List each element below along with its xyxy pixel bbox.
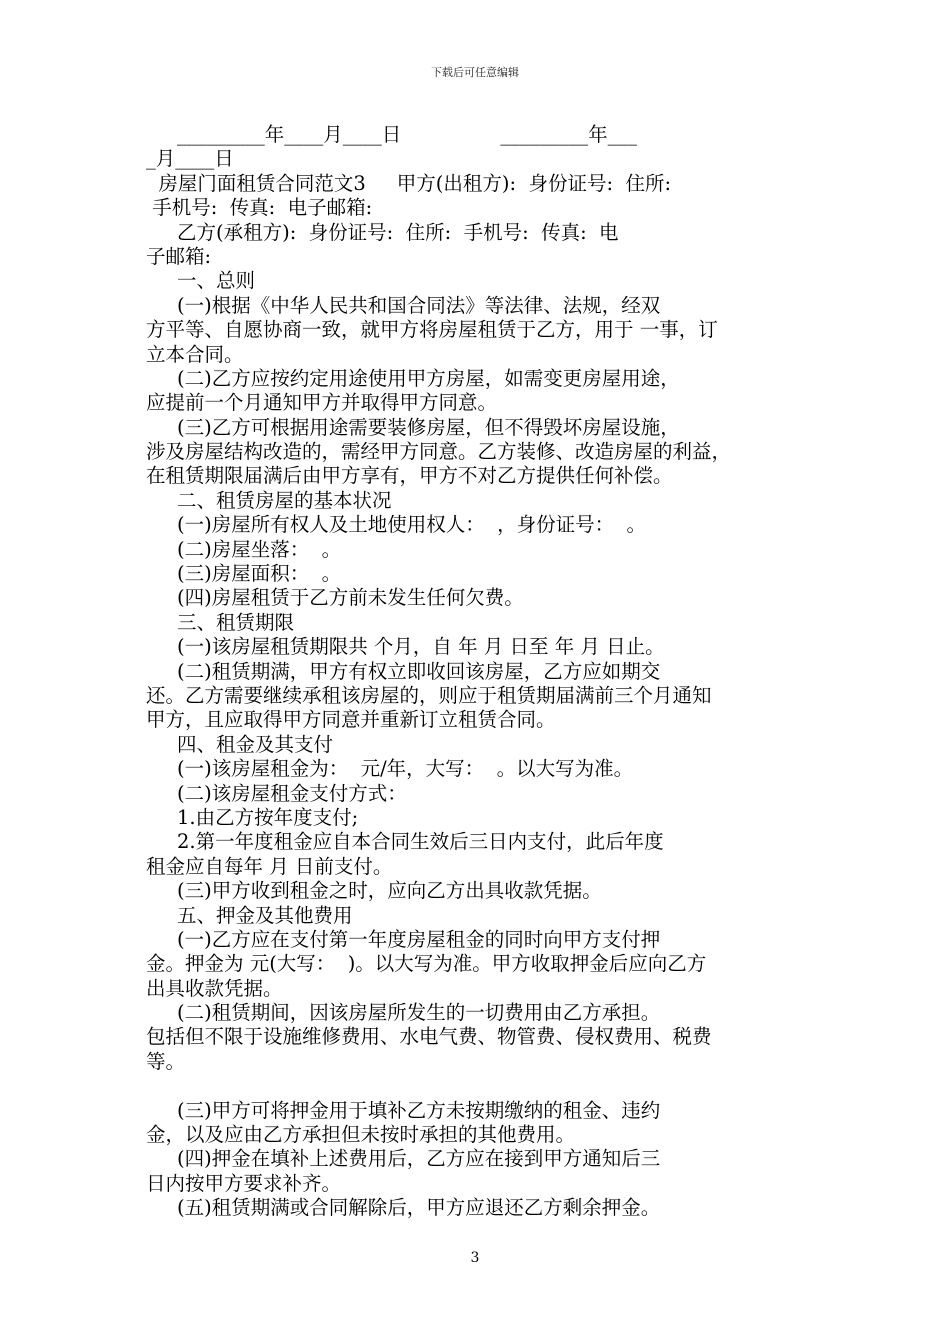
text-line: (一)该房屋租赁期限共 个月，自 年 月 日至 年 月 日止。 (146, 635, 665, 659)
text-line: (五)租赁期满或合同解除后，甲方应退还乙方剩余押金。 (146, 1196, 661, 1220)
text-line: 一、总则 (146, 269, 255, 293)
text-line: (三)甲方收到租金之时，应向乙方出具收款凭据。 (146, 879, 602, 903)
text-line: 出具收款凭据。 (146, 976, 283, 1000)
text-line: 方平等、自愿协商一致，就甲方将房屋租赁于乙方，用于 一事，订 (146, 318, 718, 342)
text-line: 子邮箱: (146, 244, 212, 268)
text-line: 手机号: 传真: 电子邮箱: (146, 196, 373, 220)
text-line: _月____日 (146, 147, 234, 171)
text-line: (一)根据《中华人民共和国合同法》等法律、法规，经双 (146, 293, 661, 317)
text-line: 甲方，且应取得甲方同意并重新订立租赁合同。 (146, 708, 556, 732)
text-line: 涉及房屋结构改造的，需经甲方同意。乙方装修、改造房屋的利益， (146, 440, 732, 464)
page-header: 下载后可任意编辑 (431, 66, 519, 79)
text-line: (四)房屋租赁于乙方前未发生任何欠费。 (146, 586, 524, 610)
text-line: 2.第一年度租金应自本合同生效后三日内支付，此后年度 (146, 830, 664, 854)
text-line: (二)房屋坐落： 。 (146, 537, 342, 561)
text-line: 1.由乙方按年度支付; (146, 805, 359, 829)
text-line: 包括但不限于设施维修费用、水电气费、物管费、侵权费用、税费 (146, 1025, 712, 1049)
contract-body (146, 123, 806, 1221)
text-line: (二)租赁期间，因该房屋所发生的一切费用由乙方承担。 (146, 1001, 661, 1025)
text-line: (三)房屋面积： 。 (146, 562, 342, 586)
text-line: (三)甲方可将押金用于填补乙方未按期缴纳的租金、违约 (146, 1098, 661, 1122)
text-line: 五、押金及其他费用 (146, 903, 353, 927)
text-line: (二)乙方应按约定用途使用甲方房屋，如需变更房屋用途， (146, 366, 680, 390)
text-line: (三)乙方可根据用途需要装修房屋，但不得毁坏房屋设施， (146, 415, 680, 439)
text-line: 租金应自每年 月 日前支付。 (146, 854, 393, 878)
text-line: (一)乙方应在支付第一年度房屋租金的同时向甲方支付押 (146, 927, 661, 951)
text-line: (一)房屋所有权人及土地使用权人： ，身份证号： 。 (146, 513, 647, 537)
text-line: 还。乙方需要继续承租该房屋的，则应于租赁期届满前三个月通知 (146, 683, 712, 707)
text-line: 在租赁期限届满后由甲方享有，甲方不对乙方提供任何补偿。 (146, 464, 673, 488)
text-line: 四、租金及其支付 (146, 732, 333, 756)
page-number: 3 (470, 1250, 480, 1266)
text-line: 二、租赁房屋的基本状况 (146, 488, 392, 512)
text-line: (一)该房屋租金为： 元/年，大写： 。以大写为准。 (146, 757, 634, 781)
text-line: 立本合同。 (146, 342, 244, 366)
text-line: 房屋门面租赁合同范文3 甲方(出租方): 身份证号: 住所: (146, 171, 672, 195)
text-line: 日内按甲方要求补齐。 (146, 1171, 342, 1195)
text-line: 金，以及应由乙方承担但未按时承担的其他费用。 (146, 1123, 576, 1147)
text-line: (二)该房屋租金支付方式： (146, 781, 407, 805)
text-line: 三、租赁期限 (146, 610, 294, 634)
text-line: 乙方(承租方): 身份证号: 住所: 手机号: 传真: 电 (146, 220, 619, 244)
text-line: (二)租赁期满，甲方有权立即收回该房屋，乙方应如期交 (146, 659, 661, 683)
text-line: _________年____月____日 _________年___ (146, 123, 637, 146)
text-line: 应提前一个月通知甲方并取得甲方同意。 (146, 391, 498, 415)
text-line: (四)押金在填补上述费用后，乙方应在接到甲方通知后三 (146, 1147, 661, 1171)
text-line: 金。押金为 元(大写： )。以大写为准。甲方收取押金后应向乙方 (146, 952, 707, 976)
text-line (146, 1074, 806, 1098)
text-line: 等。 (146, 1049, 186, 1073)
